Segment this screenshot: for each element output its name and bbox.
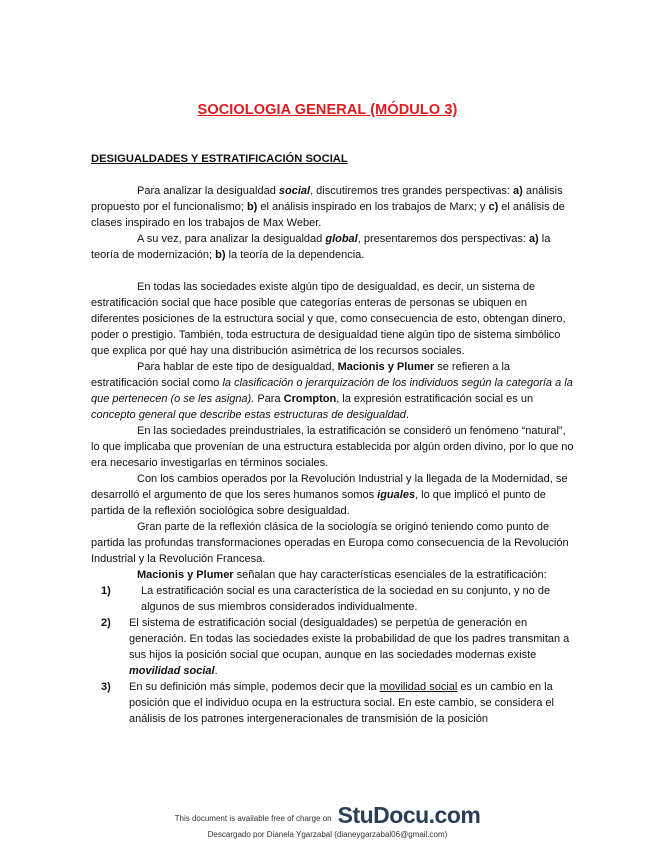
paragraph-4 <box>91 359 577 423</box>
paragraph-2 <box>91 231 577 263</box>
text: análisis propuesto por el funcionalismo; <box>91 185 563 213</box>
text: Para hablar de este tipo de desigualdad, <box>137 361 338 373</box>
list-number: 3) <box>101 681 111 693</box>
section-heading: DESIGUALDADES Y ESTRATIFICACIÓN SOCIAL <box>91 153 348 165</box>
studocu-logo[interactable] <box>338 802 481 829</box>
text: señalan que hay características esenciales de la estratificación: <box>233 569 547 581</box>
text: la teoría de la dependencia. <box>225 249 365 261</box>
paragraph-3: En todas las sociedades existe algún tipo de desigualdad, es decir, un sistema de estratificación social que hace posible que categorías enteras de personas se ubiquen en diferentes posiciones de la estructura social y que, como consecuencia de esto, obtengan dinero, poder o prestigio. También, toda estructura de desigualdad tiene algún tipo de sistema simbólico que explica por qué hay una distribución asimétrica de los recursos sociales. <box>91 281 566 357</box>
text: , la expresión estratificación social es un <box>336 393 534 405</box>
emphasis: iguales <box>377 489 416 501</box>
text: A su vez, para analizar la desigualdad <box>137 233 326 245</box>
text: el análisis inspirado en los trabajos de Marx; y <box>257 201 489 213</box>
list-number: 1) <box>101 585 111 597</box>
text: Para analizar la desigualdad <box>137 185 279 197</box>
list-text: En su definición más simple, podemos decir que la <box>129 681 380 693</box>
logo-text: u <box>359 802 374 828</box>
list-text: . <box>214 665 218 677</box>
list-item <box>101 615 577 679</box>
text: , presentaremos dos perspectivas: <box>357 233 529 245</box>
emphasis: la clasificación o jerarquización de los individuos según la categoría a la que pertenecen (o se les asigna). <box>91 377 573 405</box>
list-text: La estratificación social es una característica de la sociedad en su conjunto, y no de algunos de sus miembros considerados individualmente. <box>141 585 551 613</box>
text: , lo que implicó el punto de partida de la reflexión sociológica sobre desigualdad. <box>91 489 546 517</box>
text: , discutiremos tres grandes perspectivas: <box>310 185 514 197</box>
paragraph-7: Gran parte de la reflexión clásica de la sociología se originó teniendo como punto de partida las profundas transformaciones operadas en Europa como consecuencia de la Revolución Industrial y la Revolución Francesa. <box>91 521 569 565</box>
paragraph-8 <box>91 567 577 583</box>
text: el análisis de clases inspirado en los trabajos de Max Weber. <box>91 201 565 229</box>
author-name: Crompton <box>283 393 337 405</box>
enum-marker: b) <box>246 201 258 213</box>
emphasis: global <box>325 233 358 245</box>
paragraph-6 <box>91 471 577 519</box>
logo-text: Docu.com <box>373 802 481 828</box>
list-text: es un cambio en la posición que el individuo ocupa en la estructura social. En este cambio, se considera el análisis de los patrones intergeneracionales de transmisión de la posición <box>129 681 554 725</box>
text: Para <box>254 393 284 405</box>
author-name: Macionis y Plumer <box>337 361 435 373</box>
emphasis: movilidad social <box>129 665 215 677</box>
footer-banner <box>0 802 655 829</box>
text: la teoría de modernización; <box>91 233 551 261</box>
underlined-term: movilidad social <box>379 681 458 693</box>
text: . <box>405 409 409 421</box>
author-name: Macionis y Plumer <box>137 569 234 581</box>
logo-text: St <box>337 802 360 828</box>
text: se refieren a la estratificación social como <box>91 361 511 389</box>
enum-marker: c) <box>488 201 499 213</box>
list-item <box>101 583 577 615</box>
list-text: El sistema de estratificación social (desigualdades) se perpetúa de generación en generación. En todas las sociedades existe la probabilidad de que los padres transmitan a sus hijos la posición social que ocupan, aunque en las sociedades modernas existe <box>129 617 570 661</box>
emphasis: concepto general que describe estas estructuras de desigualdad <box>91 409 406 421</box>
text: Con los cambios operados por la Revolución Industrial y la llegada de la Modernidad, se desarrolló el argumento de que los seres humanos somos <box>91 473 568 501</box>
emphasis: social <box>278 185 311 197</box>
footer-note: This document is available free of charge on <box>174 814 332 823</box>
document-body <box>91 183 577 727</box>
enum-marker: b) <box>215 249 226 261</box>
paragraph-1 <box>91 183 577 231</box>
paragraph-5: En las sociedades preindustriales, la estratificación se consideró un fenómeno “natural”, lo que implicaba que provenían de una estructura establecida por algún orden divino, por lo que no era necesario investigarlas en términos sociales. <box>91 425 574 469</box>
list-number: 2) <box>101 617 111 629</box>
download-notice: Descargado por Dianela Ygarzabal (dianeygarzabal06@gmail.com) <box>207 830 448 839</box>
list-item <box>101 679 577 727</box>
spacer <box>91 263 577 279</box>
page-title: SOCIOLOGIA GENERAL (MÓDULO 3) <box>197 102 458 118</box>
enum-marker: a) <box>528 233 539 245</box>
characteristics-list <box>91 583 577 727</box>
enum-marker: a) <box>513 185 523 197</box>
